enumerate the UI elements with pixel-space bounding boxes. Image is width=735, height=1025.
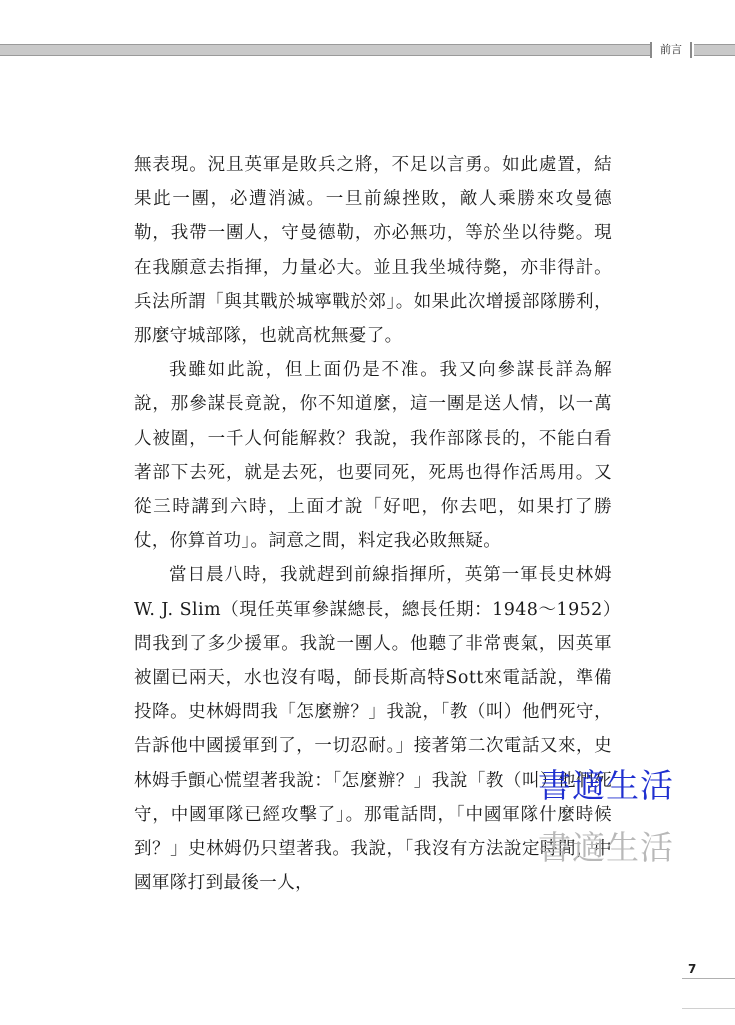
header-rule-right xyxy=(694,44,735,56)
footer-rule-bottom xyxy=(682,1008,735,1009)
header-divider-right xyxy=(690,42,692,58)
header-divider-left xyxy=(650,42,652,58)
section-label: 前言 xyxy=(660,43,682,56)
footer-rule xyxy=(682,978,735,979)
paragraph-3: 當日晨八時，我就趕到前線指揮所，英第一軍長史林姆W. J. Slim（現任英軍參謀總長，總長任期：1948～1952）問我到了多少援軍。我說一團人。他聽了非常喪氣，因英軍被圍已兩天，水也沒有喝，師長斯高特Sott來電話說，準備投降。史林姆問我「怎麼辦？」我說，「教（叫）他們死守，告訴他中國援軍到了，一切忍耐。」接著第二次電話又來，史林姆手顫心慌望著我說：「怎麼辦？」我說「教（叫）他們死守，中國軍隊已經攻擊了」。那電話問，「中國軍隊什麼時候到？」史林姆仍只望著我。我說，「我沒有方法說定時間，中國軍隊打到最後一人， xyxy=(134,565,612,894)
watermark-blue: 書適生活 xyxy=(538,766,674,805)
header-rule-left xyxy=(0,44,650,56)
watermark-gray: 書適生活 xyxy=(538,828,674,867)
page-number: 7 xyxy=(688,962,697,976)
running-header xyxy=(0,42,735,58)
paragraph-1: 無表現。況且英軍是敗兵之將，不足以言勇。如此處置，結果此一團，必遭消滅。一旦前線挫敗，敵人乘勝來攻曼德勒，我帶一團人，守曼德勒，亦必無功，等於坐以待斃。現在我願意去指揮，力量必大。並且我坐城待斃，亦非得計。兵法所謂「與其戰於城寧戰於郊」。如果此次增援部隊勝利，那麼守城部隊，也就高枕無憂了。 xyxy=(134,155,612,347)
paragraph-2: 我雖如此說，但上面仍是不准。我又向參謀長詳為解說，那參謀長竟說，你不知道麼，這一團是送人情，以一萬人被圍，一千人何能解救？我說，我作部隊長的，不能白看著部下去死，就是去死，也要同死，死馬也得作活馬用。又從三時講到六時，上面才說「好吧，你去吧，如果打了勝仗，你算首功」。詞意之間，料定我必敗無疑。 xyxy=(134,360,612,552)
